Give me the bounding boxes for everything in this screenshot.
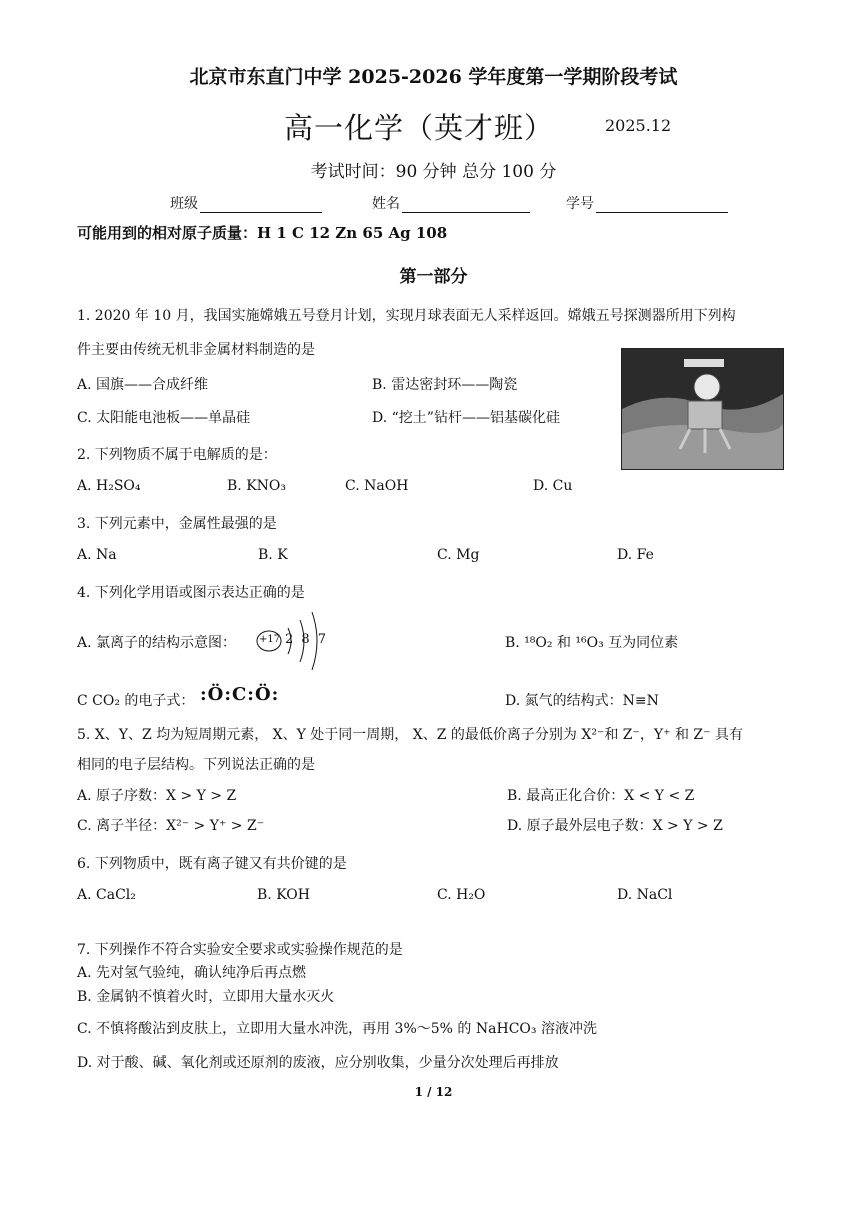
q3-option-d: D. Fe <box>617 547 654 563</box>
shell-electron-counts: 2 8 7 <box>285 632 329 647</box>
q3-stem: 3. 下列元素中，金属性最强的是 <box>77 516 277 532</box>
q4-stem: 4. 下列化学用语或图示表达正确的是 <box>77 585 305 601</box>
nucleus-charge: +17 <box>259 634 281 645</box>
q2-option-c: C. NaOH <box>345 478 409 494</box>
q4-option-b: B. ¹⁸O₂ 和 ¹⁶O₃ 互为同位素 <box>505 635 679 651</box>
q6-option-a: A. CaCl₂ <box>77 887 136 903</box>
class-blank <box>200 196 322 213</box>
q6-option-b: B. KOH <box>257 887 310 903</box>
q6-option-d: D. NaCl <box>617 887 673 903</box>
page-title: 高一化学（英才班） <box>284 111 555 145</box>
q5-option-c: C. 离子半径：X²⁻ > Y⁺ > Z⁻ <box>77 818 265 834</box>
q6-stem: 6. 下列物质中，既有离子键又有共价键的是 <box>77 856 347 872</box>
page-number: 1 / 12 <box>414 1085 453 1099</box>
q5-stem-line1: 5. X、Y、Z 均为短周期元素， X、Y 处于同一周期， X、Z 的最低价离子分别为 X²⁻和 Z⁻，Y⁺ 和 Z⁻ 具有 <box>77 727 743 743</box>
q1-option-d: D. “挖土”钻杆——铝基碳化硅 <box>372 410 560 426</box>
q7-option-b: B. 金属钠不慎着火时，立即用大量水灭火 <box>77 989 335 1005</box>
q2-stem: 2. 下列物质不属于电解质的是： <box>77 447 277 463</box>
q4-option-c: C CO₂ 的电子式： <box>77 693 195 709</box>
q1-option-a: A. 国旗——合成纤维 <box>77 377 209 393</box>
q2-option-b: B. KNO₃ <box>227 478 286 494</box>
q5-stem-line2: 相同的电子层结构。下列说法正确的是 <box>77 757 315 773</box>
q1-option-c: C. 太阳能电池板——单晶硅 <box>77 410 251 426</box>
q4-option-d: D. 氮气的结构式：N≡N <box>505 693 659 709</box>
class-field <box>170 193 322 213</box>
student-id-blank <box>596 196 728 213</box>
q4-option-a: A. 氯离子的结构示意图： <box>77 635 237 651</box>
q2-option-a: A. H₂SO₄ <box>77 478 141 494</box>
co2-lewis-structure: :Ö:C:Ö: <box>200 684 280 705</box>
chloride-ion-diagram <box>250 606 330 672</box>
q7-option-c: C. 不慎将酸沾到皮肤上，立即用大量水冲洗，再用 3%～5% 的 NaHCO₃ 溶液冲洗 <box>77 1021 597 1037</box>
name-label: 姓名 <box>372 196 400 212</box>
school-exam-heading: 北京市东直门中学 2025-2026 学年度第一学期阶段考试 <box>189 66 678 88</box>
q1-stem-line2: 件主要由传统无机非金属材料制造的是 <box>77 342 315 358</box>
q5-option-d: D. 原子最外层电子数：X > Y > Z <box>507 818 723 834</box>
class-label: 班级 <box>170 196 198 212</box>
lunar-probe-illustration <box>622 349 783 469</box>
name-blank <box>402 196 530 213</box>
q1-stem-line1: 1. 2020 年 10 月，我国实施嫦娥五号登月计划，实现月球表面无人采样返回。嫦娥五号探测器所用下列构 <box>77 308 736 324</box>
student-id-field <box>566 193 728 213</box>
q5-option-a: A. 原子序数：X > Y > Z <box>77 788 237 804</box>
student-id-label: 学号 <box>566 196 594 212</box>
exam-time-and-score: 考试时间：90 分钟 总分 100 分 <box>310 162 557 182</box>
q5-option-b: B. 最高正化合价：X < Y < Z <box>507 788 695 804</box>
q2-option-d: D. Cu <box>533 478 573 494</box>
q1-option-b: B. 雷达密封环——陶瓷 <box>372 377 518 393</box>
q7-stem: 7. 下列操作不符合实验安全要求或实验操作规范的是 <box>77 942 403 958</box>
q7-option-d: D. 对于酸、碱、氧化剂或还原剂的废液，应分别收集，少量分次处理后再排放 <box>77 1055 559 1071</box>
atomic-mass-note: 可能用到的相对原子质量：H 1 C 12 Zn 65 Ag 108 <box>77 224 448 242</box>
part-title: 第一部分 <box>399 267 468 287</box>
lunar-probe-photo <box>621 348 784 470</box>
q3-option-b: B. K <box>258 547 288 563</box>
q3-option-a: A. Na <box>77 547 117 563</box>
q7-option-a: A. 先对氢气验纯，确认纯净后再点燃 <box>77 965 307 981</box>
q6-option-c: C. H₂O <box>437 887 486 903</box>
q3-option-c: C. Mg <box>437 547 480 563</box>
name-field <box>372 193 530 213</box>
exam-date: 2025.12 <box>605 116 672 135</box>
